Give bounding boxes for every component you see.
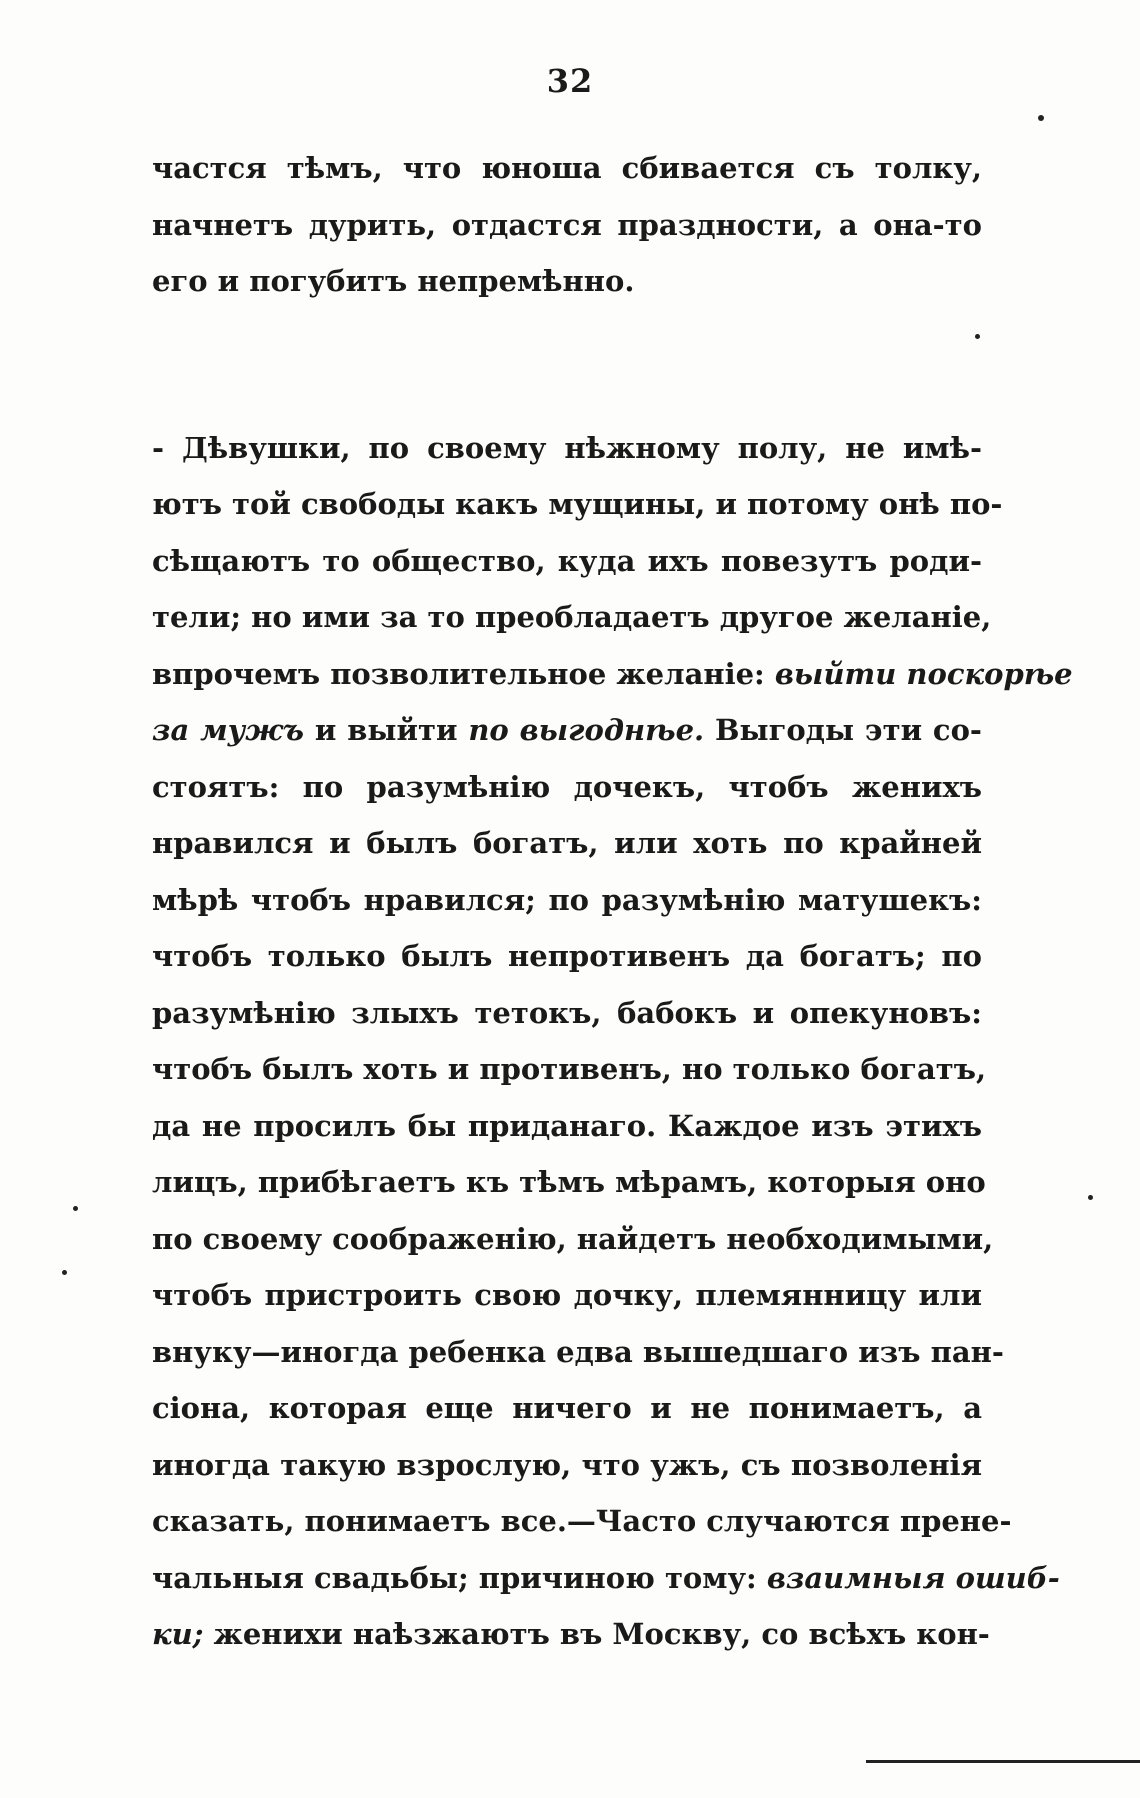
ink-speck <box>1038 115 1044 121</box>
text-fragment: женихи наѣзжаютъ въ Москву, со всѣхъ кон- <box>213 1617 990 1651</box>
text-line: ютъ той свободы какъ мущины, и потому онѣ по- <box>152 487 1003 521</box>
text-line: сказать, понимаетъ все.—Часто случаются прене- <box>152 1504 1012 1538</box>
text-fragment: и выйти <box>314 713 458 747</box>
text-line <box>152 1606 990 1663</box>
text-fragment: Выгоды эти со- <box>714 713 982 747</box>
italic-fragment: выйти поскорѣе <box>774 656 1073 691</box>
text-line: лицъ, прибѣгаетъ къ тѣмъ мѣрамъ, которыя оно <box>152 1165 986 1199</box>
text-line: да не просилъ бы приданаго. Каждое изъ этихъ <box>152 1108 982 1143</box>
text-line: сѣщаютъ то общество, куда ихъ повезутъ роди- <box>152 543 982 578</box>
scan-edge-line <box>866 1760 1140 1763</box>
body-text <box>152 140 1073 1663</box>
text-line: стоятъ: по разумѣнію дочекъ, чтобъ женихъ <box>152 769 982 804</box>
text-line: чтобъ пристроить свою дочку, племянницу или <box>152 1278 982 1312</box>
text-line: внуку—иногда ребенка едва вышедшаго изъ пан- <box>152 1334 1004 1369</box>
text-line: - Дѣвушки, по своему нѣжному полу, не имѣ- <box>152 430 982 465</box>
text-line <box>152 1550 1060 1607</box>
ink-speck <box>62 1270 67 1275</box>
text-fragment: впрочемъ позволительное желаніе: <box>152 656 765 691</box>
ink-speck <box>975 334 980 339</box>
text-line: начнетъ дурить, отдастся праздности, а она-то <box>152 207 982 242</box>
paragraph-gap <box>152 310 982 420</box>
ink-speck <box>73 1206 78 1211</box>
text-line: нравился и былъ богатъ, или хоть по крайней <box>152 826 982 860</box>
ink-speck <box>1088 1195 1093 1200</box>
text-line <box>152 702 982 759</box>
text-line: по своему соображенію, найдетъ необходимыми, <box>152 1221 994 1256</box>
text-line: иногда такую взрослую, что ужъ, съ позволенія <box>152 1447 982 1482</box>
text-line: мѣрѣ чтобъ нравился; по разумѣнію матушекъ: <box>152 882 982 917</box>
text-line <box>152 646 1073 703</box>
italic-fragment: взаимныя ошиб- <box>766 1560 1060 1595</box>
text-line: тели; но ими за то преобладаетъ другое желаніе, <box>152 600 992 634</box>
italic-fragment: ки; <box>152 1617 204 1651</box>
text-line: разумѣнію злыхъ тетокъ, бабокъ и опекуновъ: <box>152 995 982 1030</box>
text-fragment: чальныя свадьбы; причиною тому: <box>152 1560 757 1595</box>
text-line: частся тѣмъ, что юноша сбивается съ толку, <box>152 151 982 185</box>
text-line: чтобъ былъ хоть и противенъ, но только богатъ, <box>152 1052 987 1086</box>
italic-fragment: за мужъ <box>152 713 305 747</box>
text-line: сіона, которая еще ничего и не понимаетъ, а <box>152 1391 982 1425</box>
text-line: чтобъ только былъ непротивенъ да богатъ; по <box>152 939 982 973</box>
text-line: его и погубитъ непремѣнно. <box>152 264 635 298</box>
italic-fragment: по выгоднѣе. <box>468 713 705 747</box>
page-number: 32 <box>546 62 594 100</box>
